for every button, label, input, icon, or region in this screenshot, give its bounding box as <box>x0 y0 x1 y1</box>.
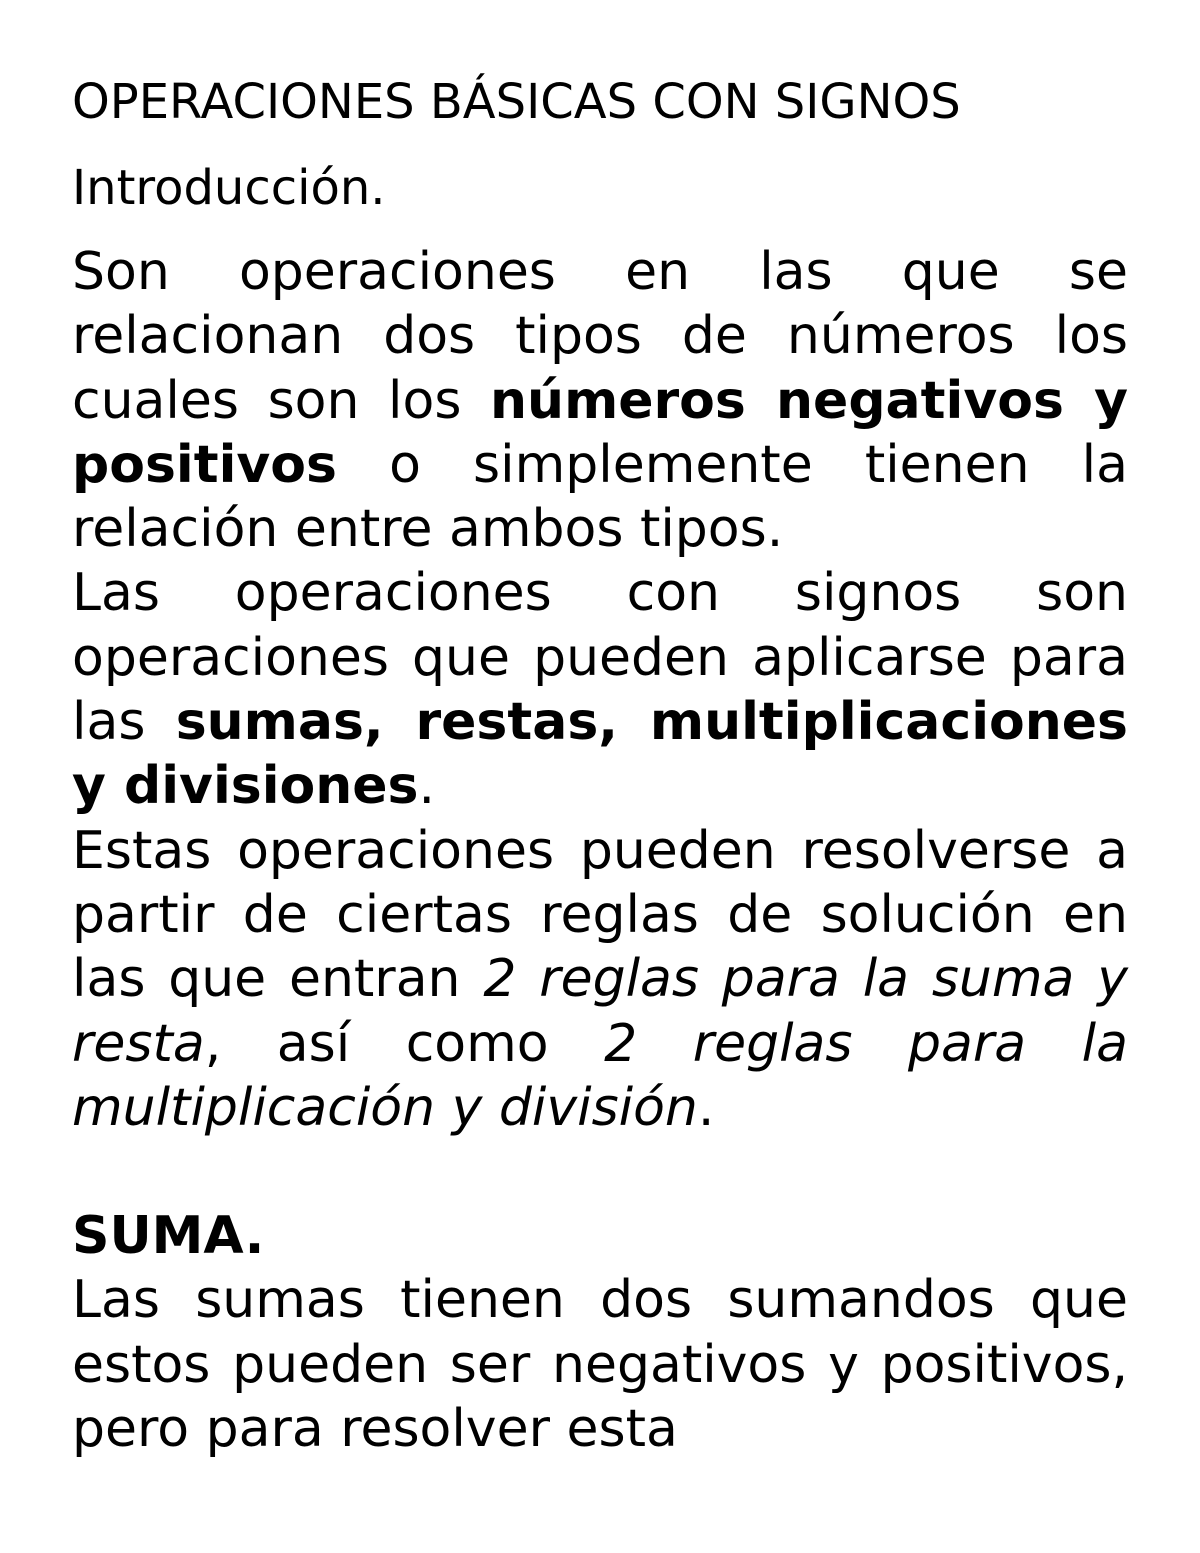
paragraph-text: Las operaciones con signos son operaciones que pueden aplicarse para las <box>72 563 1128 753</box>
paragraph-text: . <box>697 1077 715 1138</box>
paragraph-text: Son operaciones en las que se relacionan dos tipos de números los cuales son los <box>72 242 1128 431</box>
paragraph-operations <box>72 561 1128 818</box>
paragraph-text: Estas operaciones pueden resolverse a partir de ciertas reglas de solución en las que entran <box>72 820 1128 1010</box>
intro-heading: Introducción. <box>72 160 386 216</box>
paragraph-text: . <box>418 756 436 817</box>
bold-phrase: números negativos y positivos <box>72 370 1128 495</box>
paragraph-spacer <box>72 1140 1128 1204</box>
document-title: OPERACIONES BÁSICAS CON SIGNOS <box>72 74 961 130</box>
bold-phrase: sumas, restas, multiplicaciones y divisiones <box>72 692 1129 817</box>
italic-phrase: 2 reglas para la multiplicación y división <box>72 1013 1128 1138</box>
paragraph-suma: Las sumas tienen dos sumandos que estos pueden ser negativos y positivos, pero para resolver esta <box>72 1270 1128 1460</box>
paragraph-intro <box>72 240 1128 561</box>
paragraph-text: , así como <box>204 1013 605 1074</box>
paragraph-text: o simplemente tienen la relación entre ambos tipos. <box>72 434 1128 560</box>
suma-heading: SUMA. <box>72 1206 265 1267</box>
italic-phrase: 2 reglas para la suma y resta <box>72 949 1128 1074</box>
paragraph-rules <box>72 819 1128 1140</box>
document-body <box>72 240 1128 1461</box>
